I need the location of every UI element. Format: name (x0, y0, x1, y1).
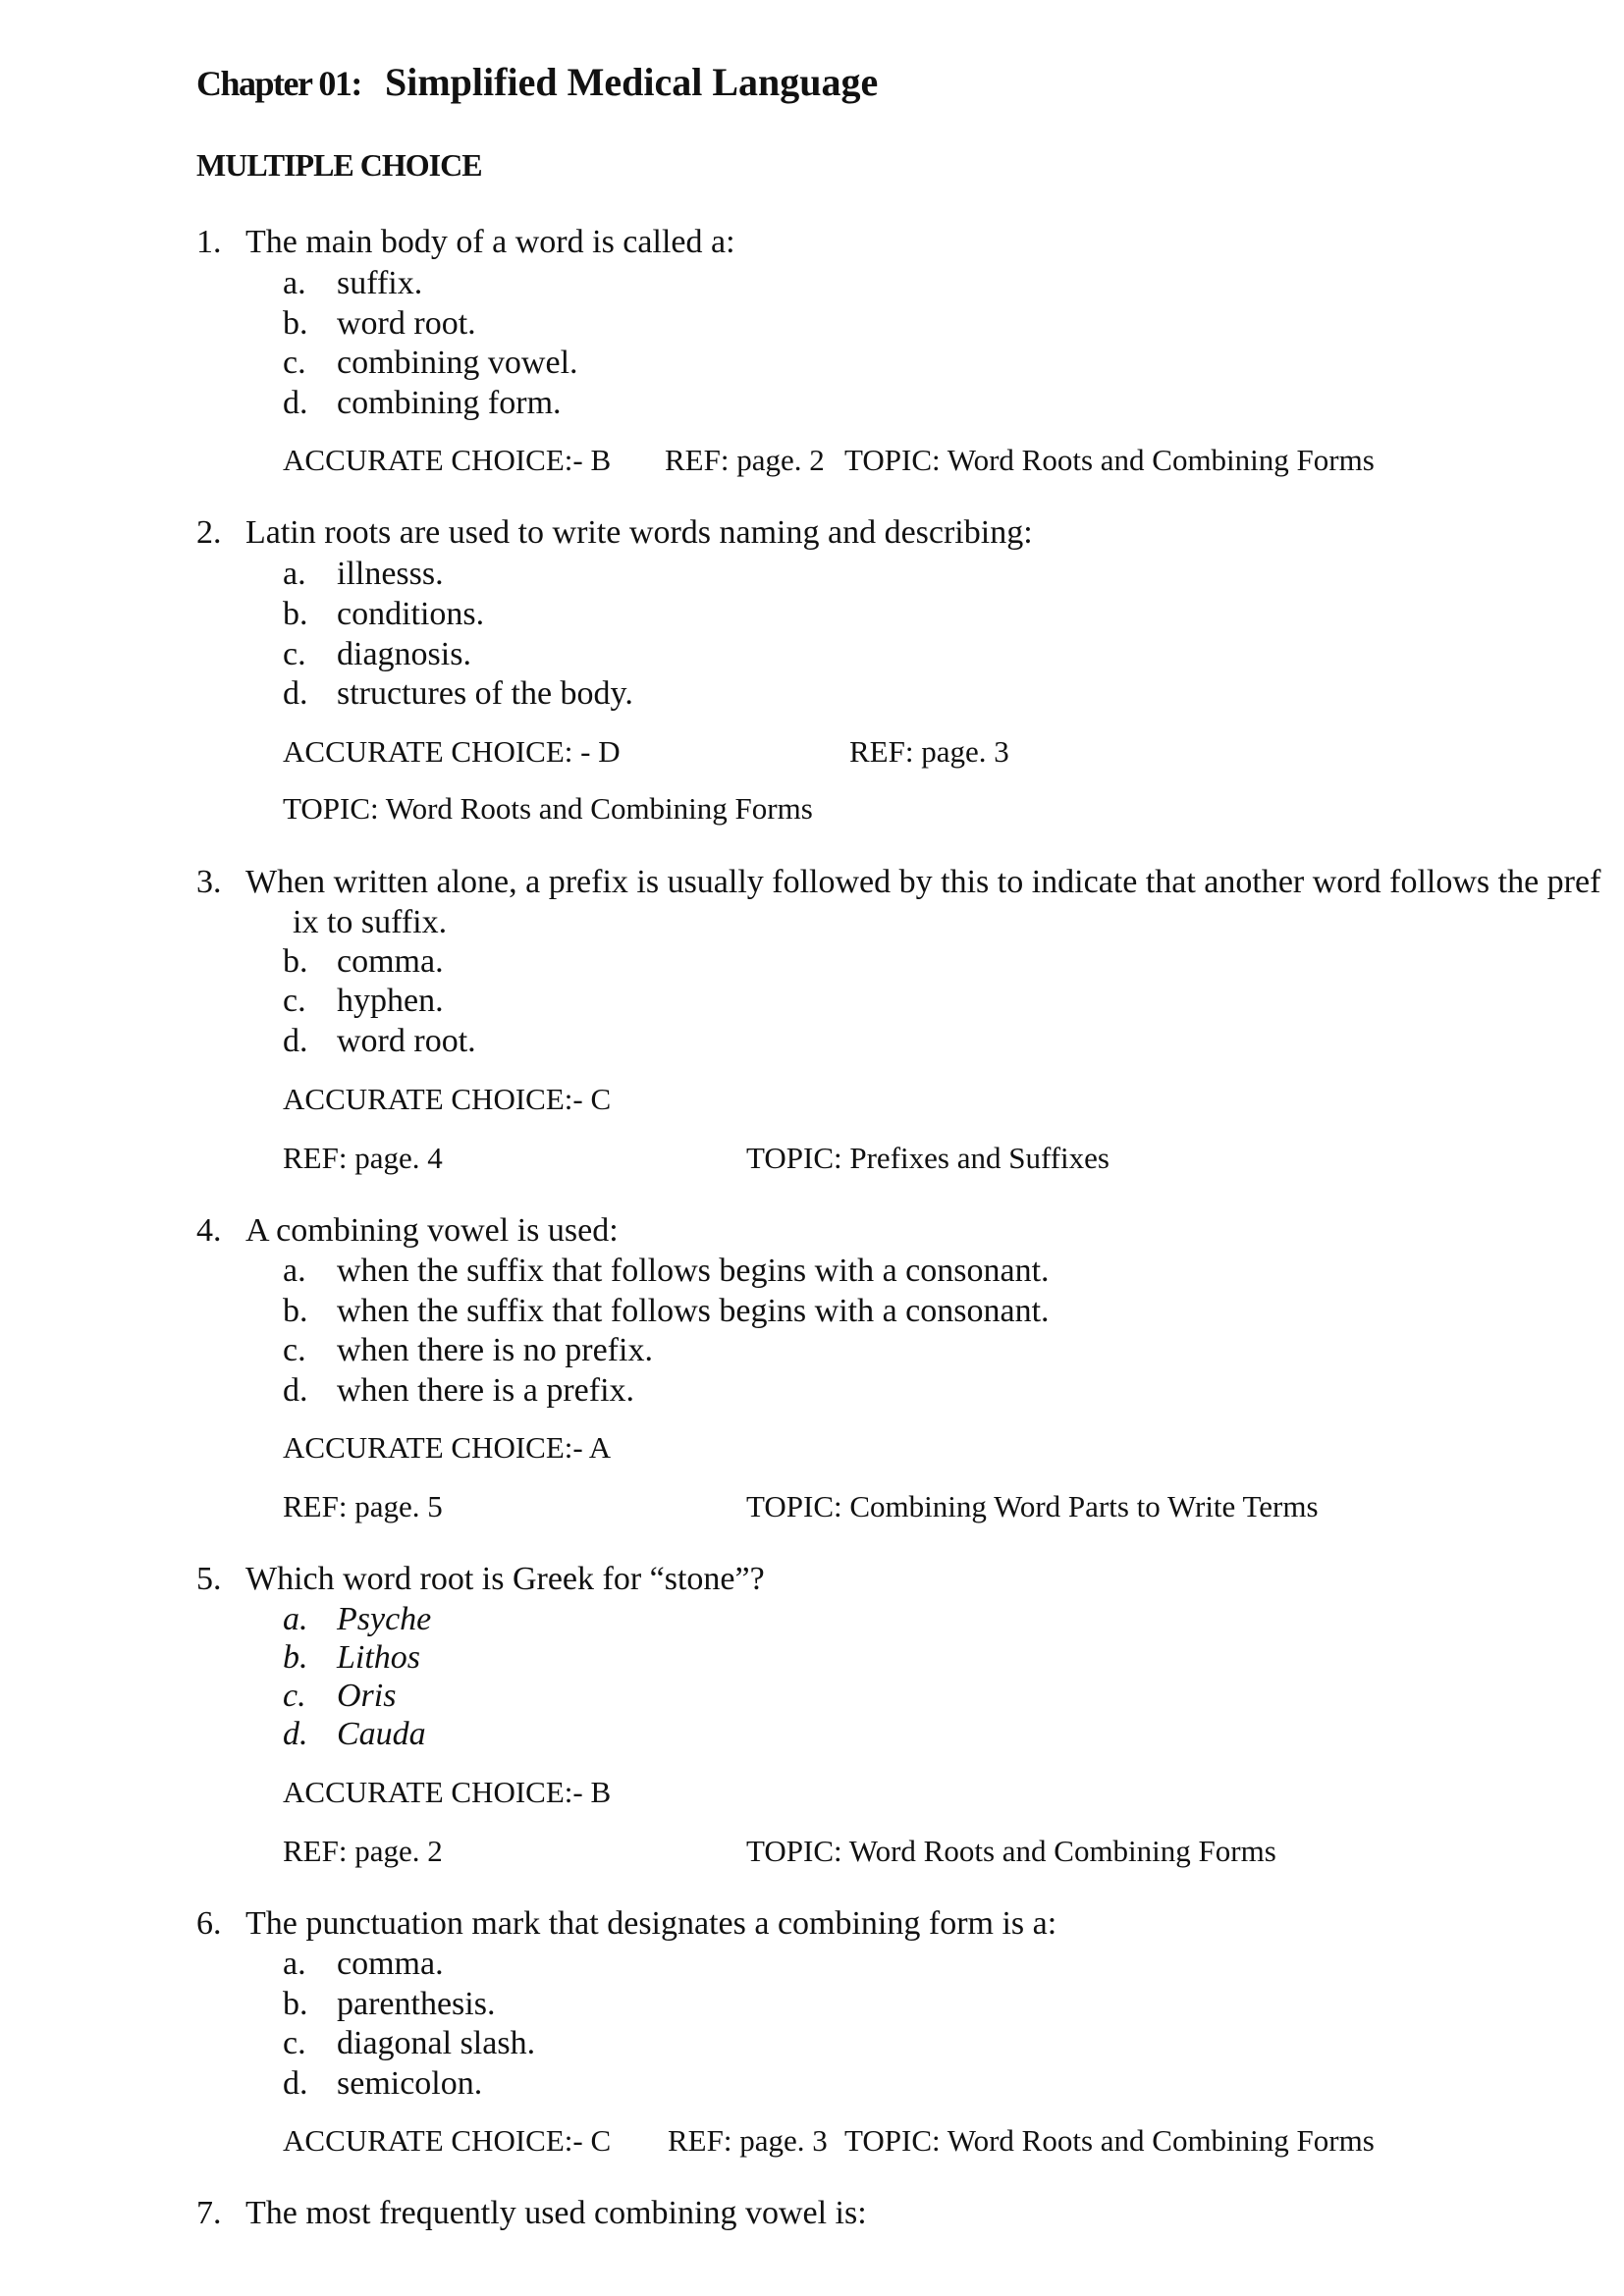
option-letter: d. (283, 675, 308, 712)
option-text: suffix. (337, 265, 423, 301)
option-text: hyphen. (337, 983, 444, 1019)
option-text: when there is a prefix. (337, 1372, 635, 1409)
option-letter: b. (283, 596, 308, 632)
page-reference: REF: page. 3 (668, 2123, 828, 2158)
question-stem: The punctuation mark that designates a combining form is a: (245, 1905, 1057, 1942)
option-text: word root. (337, 1023, 476, 1059)
option-letter: c. (283, 345, 306, 381)
option-text: diagonal slash. (337, 2025, 536, 2061)
question-number: 7. (196, 2195, 222, 2231)
option-text: word root. (337, 305, 476, 342)
topic-label: TOPIC: Word Roots and Combining Forms (844, 2123, 1375, 2158)
option-text: Oris (337, 1678, 397, 1714)
option-text: when the suffix that follows begins with a consonant. (337, 1253, 1050, 1289)
question-number: 3. (196, 864, 222, 900)
option-text: when there is no prefix. (337, 1332, 653, 1368)
question-stem-continuation: ix to suffix. (293, 904, 448, 940)
page-reference: REF: page. 5 (283, 1489, 443, 1523)
option-text: conditions. (337, 596, 485, 632)
page-title: Simplified Medical Language (385, 60, 879, 104)
option-letter: b. (283, 1639, 308, 1676)
topic-label: TOPIC: Combining Word Parts to Write Terms (746, 1489, 1319, 1523)
option-letter: b. (283, 1293, 308, 1329)
option-text: Cauda (337, 1716, 426, 1752)
option-text: structures of the body. (337, 675, 633, 712)
question-stem: Which word root is Greek for “stone”? (245, 1561, 765, 1597)
question-number: 1. (196, 224, 222, 260)
option-letter: c. (283, 2025, 306, 2061)
option-text: illnesss. (337, 556, 444, 592)
option-letter: c. (283, 636, 306, 672)
question-stem: When written alone, a prefix is usually followed by this to indicate that another word follows the pref (245, 864, 1601, 900)
option-letter: d. (283, 1023, 308, 1059)
topic-label: TOPIC: Word Roots and Combining Forms (844, 443, 1375, 477)
option-letter: d. (283, 385, 308, 421)
answer-key: ACCURATE CHOICE:- C (283, 2123, 612, 2158)
option-letter: d. (283, 1716, 308, 1752)
option-letter: c. (283, 1678, 306, 1714)
option-letter: b. (283, 305, 308, 342)
question-stem: The main body of a word is called a: (245, 224, 735, 260)
answer-key: ACCURATE CHOICE:- A (283, 1430, 612, 1465)
option-text: combining vowel. (337, 345, 578, 381)
question-number: 4. (196, 1212, 222, 1249)
option-letter: a. (283, 556, 306, 592)
option-letter: a. (283, 265, 306, 301)
answer-key: ACCURATE CHOICE:- C (283, 1082, 612, 1116)
option-letter: a. (283, 1601, 308, 1637)
option-letter: b. (283, 1986, 308, 2022)
answer-key: ACCURATE CHOICE:- B (283, 1775, 612, 1809)
question-number: 6. (196, 1905, 222, 1942)
answer-key: ACCURATE CHOICE:- B (283, 443, 612, 477)
option-text: Lithos (337, 1639, 421, 1676)
option-letter: b. (283, 943, 308, 980)
question-stem: A combining vowel is used: (245, 1212, 619, 1249)
section-heading: MULTIPLE CHOICE (196, 147, 482, 183)
page-reference: REF: page. 2 (665, 443, 825, 477)
option-letter: c. (283, 983, 306, 1019)
option-letter: d. (283, 2065, 308, 2102)
page-reference: REF: page. 3 (849, 734, 1009, 769)
topic-label: TOPIC: Word Roots and Combining Forms (746, 1834, 1276, 1868)
chapter-label: Chapter 01: (196, 64, 361, 103)
option-text: semicolon. (337, 2065, 483, 2102)
option-letter: a. (283, 1946, 306, 1982)
question-stem: The most frequently used combining vowel is: (245, 2195, 867, 2231)
option-text: comma. (337, 943, 444, 980)
question-number: 2. (196, 514, 222, 551)
option-letter: c. (283, 1332, 306, 1368)
page-reference: REF: page. 2 (283, 1834, 443, 1868)
option-text: parenthesis. (337, 1986, 496, 2022)
topic-label: TOPIC: Word Roots and Combining Forms (283, 791, 813, 826)
page-reference: REF: page. 4 (283, 1141, 443, 1175)
option-text: comma. (337, 1946, 444, 1982)
option-letter: a. (283, 1253, 306, 1289)
option-text: combining form. (337, 385, 562, 421)
question-number: 5. (196, 1561, 222, 1597)
answer-key: ACCURATE CHOICE: - D (283, 734, 621, 769)
question-stem: Latin roots are used to write words naming and describing: (245, 514, 1033, 551)
option-letter: d. (283, 1372, 308, 1409)
topic-label: TOPIC: Prefixes and Suffixes (746, 1141, 1110, 1175)
option-text: Psyche (337, 1601, 432, 1637)
option-text: when the suffix that follows begins with a consonant. (337, 1293, 1050, 1329)
option-text: diagnosis. (337, 636, 471, 672)
